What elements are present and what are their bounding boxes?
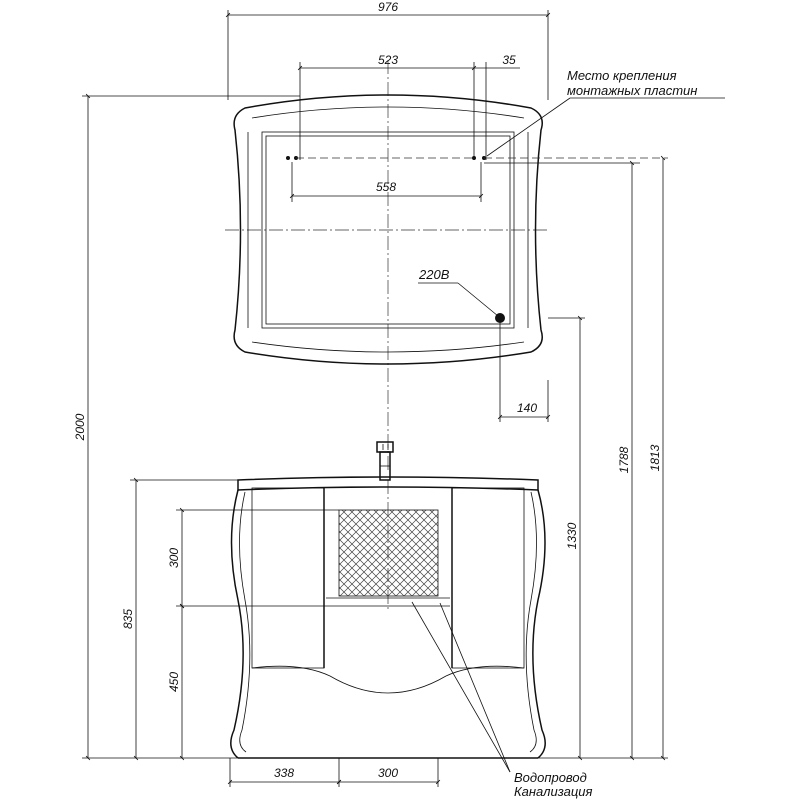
mounting-label-line2: монтажных пластин: [567, 83, 698, 98]
pipes-leader-2: [440, 603, 510, 772]
dimension-1330: [548, 318, 585, 758]
power-label: 220В: [419, 267, 450, 282]
dimension-label: 523: [377, 53, 399, 67]
faucet: [377, 442, 393, 480]
center-drawer-bottom: [252, 666, 524, 693]
dimension-label: 140: [516, 401, 538, 415]
dimension-label: 300: [167, 547, 181, 569]
mounting-label-line1: Место крепления: [567, 68, 677, 83]
dimension-835: [121, 480, 136, 758]
dimension-523: [300, 53, 520, 160]
power-leader: [458, 283, 498, 316]
dimension-300-vertical: [167, 510, 182, 606]
dimension-label: 976: [377, 0, 399, 14]
dimension-140: [500, 323, 548, 422]
dimension-338: [230, 766, 339, 782]
vanity-cabinet: [231, 477, 545, 758]
dimension-2000: [73, 96, 88, 758]
dimension-558: [292, 162, 481, 202]
dimension-label: 1813: [648, 444, 662, 472]
dimension-1813: [648, 158, 663, 758]
mounting-point: [286, 156, 290, 160]
right-door: [452, 488, 524, 668]
pipe-service-area: [339, 510, 438, 596]
dimension-label: 300: [377, 766, 399, 780]
dimension-450: [167, 606, 182, 758]
dimension-label: 1330: [565, 522, 579, 550]
dimension-label: 35: [502, 53, 516, 67]
dimension-label: 338: [273, 766, 295, 780]
mounting-leader: [487, 98, 570, 156]
mirror: [234, 95, 668, 364]
water-label: Водопровод: [514, 770, 587, 785]
dimension-label: 558: [375, 180, 397, 194]
dimension-label: 450: [167, 671, 181, 693]
dimension-label: 2000: [73, 413, 87, 441]
dimension-label: 835: [121, 608, 135, 630]
dimension-label: 1788: [617, 446, 631, 474]
cabinet-right-side: [533, 490, 545, 758]
left-door: [252, 488, 324, 668]
dimension-300-horizontal: [339, 766, 438, 782]
dimension-1788: [617, 163, 632, 758]
pipes-leader: [412, 602, 510, 772]
cabinet-left-side: [231, 490, 243, 758]
sewer-label: Канализация: [514, 784, 593, 799]
